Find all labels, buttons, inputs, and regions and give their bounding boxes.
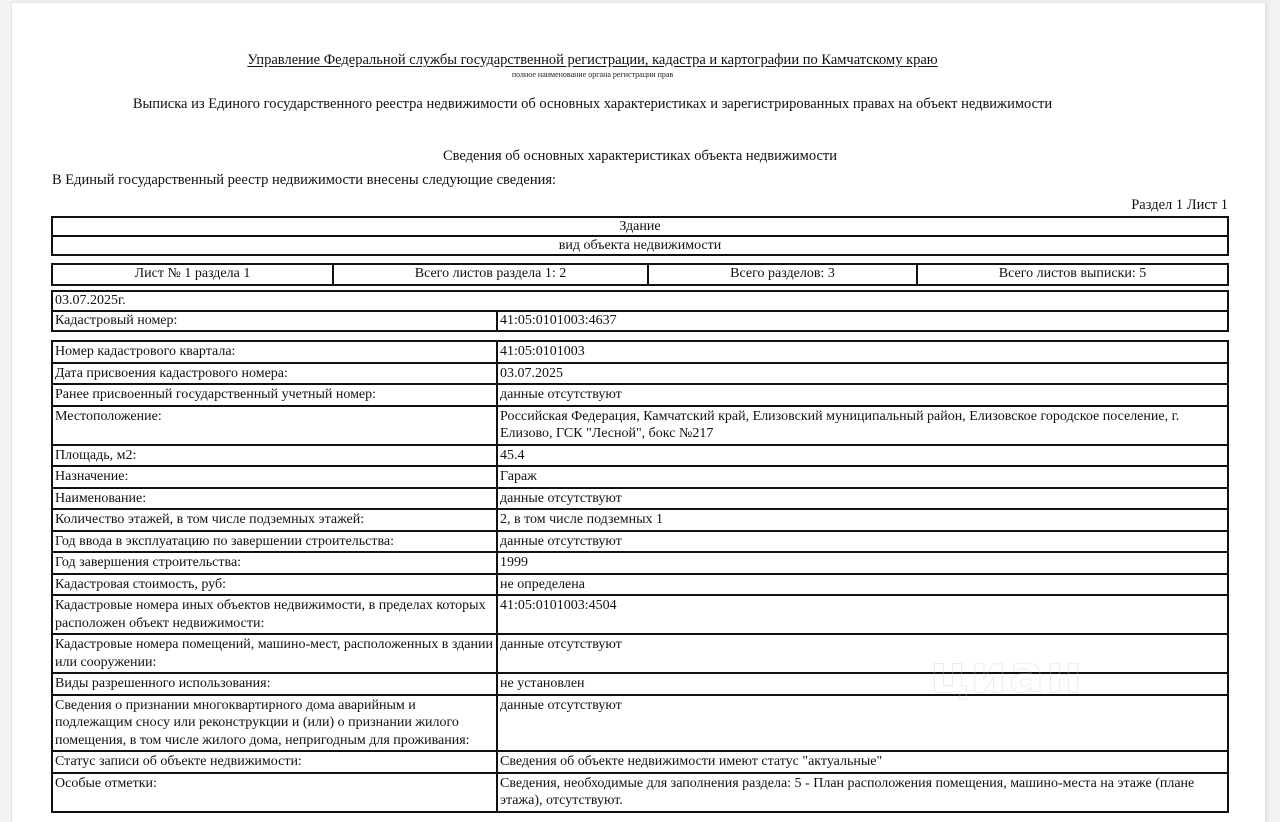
object-type-caption: вид объекта недвижимости: [52, 236, 1228, 255]
sections-total: Всего разделов: 3: [648, 264, 917, 285]
row-label: Площадь, м2:: [52, 445, 497, 467]
table-row: [52, 445, 1228, 467]
table-row: [52, 595, 1228, 634]
table-row: [52, 384, 1228, 406]
section-title: Сведения об основных характеристиках объекта недвижимости: [442, 148, 838, 164]
row-label: Ранее присвоенный государственный учетный номер:: [52, 384, 497, 406]
row-value: Российская Федерация, Камчатский край, Елизовский муниципальный район, Елизовское городское поселение, г. Елизово, ГСК "Лесной", бокс №217: [497, 406, 1228, 445]
table-row: [52, 466, 1228, 488]
row-label: Кадастровые номера помещений, машино-мест, расположенных в здании или сооружении:: [52, 634, 497, 673]
table-row: [52, 363, 1228, 385]
row-value: данные отсутствуют: [497, 531, 1228, 553]
row-value: Сведения об объекте недвижимости имеют статус "актуальные": [497, 751, 1228, 773]
row-label: Назначение:: [52, 466, 497, 488]
object-type: Здание: [52, 217, 1228, 236]
section-sheet-label: Раздел 1 Лист 1: [1131, 197, 1228, 213]
row-label: Дата присвоения кадастрового номера:: [52, 363, 497, 385]
row-value: данные отсутствуют: [497, 488, 1228, 510]
row-label: Кадастровая стоимость, руб:: [52, 574, 497, 596]
row-label: Местоположение:: [52, 406, 497, 445]
row-value: данные отсутствуют: [497, 695, 1228, 752]
row-value: данные отсутствуют: [497, 384, 1228, 406]
row-label: Статус записи об объекте недвижимости:: [52, 751, 497, 773]
table-row: [52, 695, 1228, 752]
object-type-table: [51, 216, 1229, 256]
table-row: [52, 773, 1228, 812]
table-row: [52, 531, 1228, 553]
table-row: [52, 552, 1228, 574]
intro-text: В Единый государственный реестр недвижимости внесены следующие сведения:: [52, 172, 557, 188]
row-label: Сведения о признании многоквартирного дома аварийным и подлежащим сносу или реконструкции и (или) о признании жилого помещения, в том числе жилого дома, непригодным для проживания:: [52, 695, 497, 752]
row-value: 41:05:0101003:4504: [497, 595, 1228, 634]
row-label: Номер кадастрового квартала:: [52, 341, 497, 363]
row-value: Сведения, необходимые для заполнения раздела: 5 - План расположения помещения, машино-места на этаже (плане этажа), отсутствуют.: [497, 773, 1228, 812]
row-label: Кадастровые номера иных объектов недвижимости, в пределах которых расположен объект недвижимости:: [52, 595, 497, 634]
row-value: 1999: [497, 552, 1228, 574]
extract-date: 03.07.2025г.: [52, 291, 1228, 311]
table-row: [52, 634, 1228, 673]
row-value: не определена: [497, 574, 1228, 596]
table-row: [52, 509, 1228, 531]
row-label: Наименование:: [52, 488, 497, 510]
cadastral-number-value: 41:05:0101003:4637: [497, 311, 1228, 331]
row-value: 2, в том числе подземных 1: [497, 509, 1228, 531]
row-value: не установлен: [497, 673, 1228, 695]
characteristics-table: [51, 340, 1229, 813]
row-value: 03.07.2025: [497, 363, 1228, 385]
authority-caption: полное наименование органа регистрации прав: [511, 70, 674, 79]
row-label: Количество этажей, в том числе подземных этажей:: [52, 509, 497, 531]
row-value: 41:05:0101003: [497, 341, 1228, 363]
extract-title: Выписка из Единого государственного реестра недвижимости об основных характеристиках и зарегистрированных правах на объект недвижимости: [132, 96, 1053, 112]
sheet-number: Лист № 1 раздела 1: [52, 264, 333, 285]
row-label: Год завершения строительства:: [52, 552, 497, 574]
registration-authority: Управление Федеральной службы государственной регистрации, кадастра и картографии по Камчатскому краю: [247, 52, 938, 68]
row-value: данные отсутствуют: [497, 634, 1228, 673]
row-label: Год ввода в эксплуатацию по завершении строительства:: [52, 531, 497, 553]
table-row: [52, 406, 1228, 445]
row-value: 45.4: [497, 445, 1228, 467]
extract-sheets-total: Всего листов выписки: 5: [917, 264, 1228, 285]
section-sheets-total: Всего листов раздела 1: 2: [333, 264, 648, 285]
cadastral-number-label: Кадастровый номер:: [52, 311, 497, 331]
table-row: [52, 488, 1228, 510]
table-row: [52, 574, 1228, 596]
table-row: [52, 751, 1228, 773]
row-label: Виды разрешенного использования:: [52, 673, 497, 695]
cadastral-meta-table: [51, 290, 1229, 332]
sheet-info-table: [51, 263, 1229, 286]
table-row: [52, 341, 1228, 363]
table-row: [52, 673, 1228, 695]
row-value: Гараж: [497, 466, 1228, 488]
row-label: Особые отметки:: [52, 773, 497, 812]
